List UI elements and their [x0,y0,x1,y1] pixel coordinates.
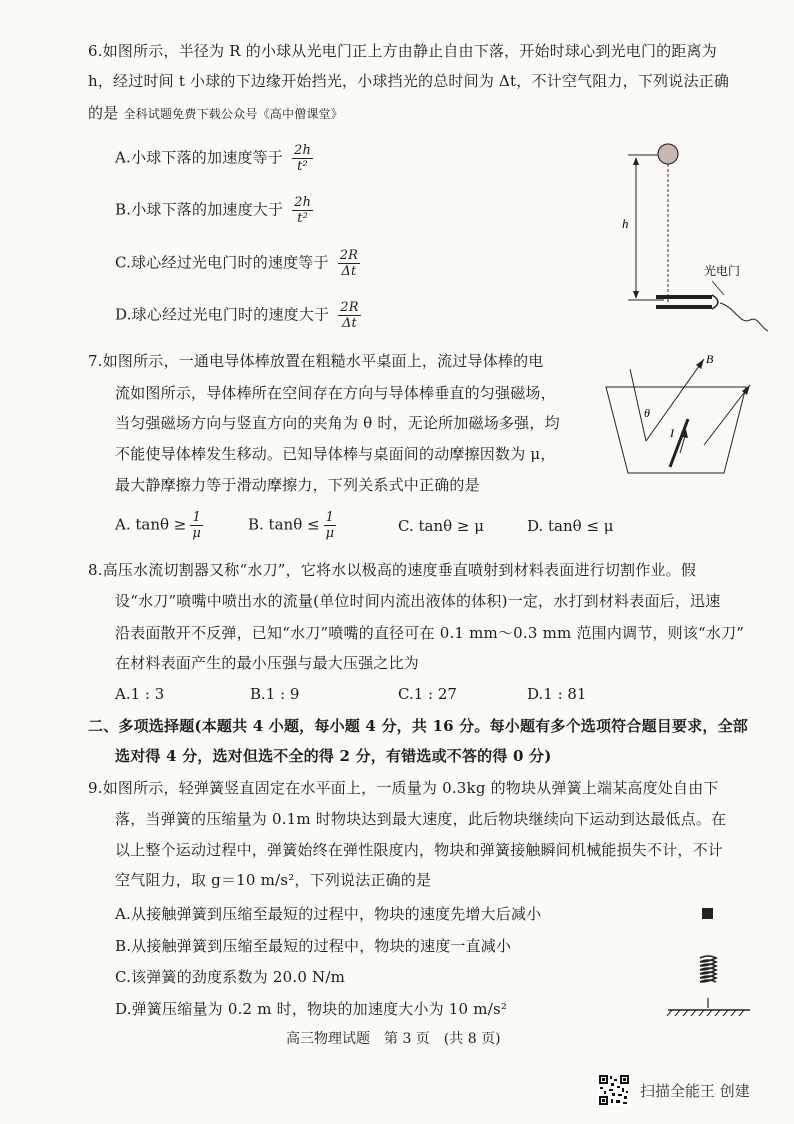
q7-option-b [248,510,336,541]
q7-options-row [115,510,755,540]
ball-icon [658,144,678,164]
q7-option-d: D. tanθ ≤ μ [527,517,614,535]
q7-field-line-b [646,359,704,441]
arrow-down-icon [633,291,639,299]
q6-option-d-text: D.球心经过光电门时的速度大于 [115,305,330,324]
q6-option-d-fraction [338,300,360,331]
q6-option-b [115,195,313,226]
q7-option-c: C. tanθ ≥ μ [398,517,484,535]
q9-option-c: C.该弹簧的劲度系数为 20.0 N/m [115,968,346,986]
q9-stem-line2: 落，当弹簧的压缩量为 0.1m 时物块达到最大速度，此后物块继续向下运动到达最低点。在 [115,810,727,828]
q9-option-b: B.从接触弹簧到压缩至最短的过程中，物块的速度一直减小 [115,937,512,955]
q6-option-d [115,300,361,331]
q8-option-c: C.1 : 27 [398,685,457,703]
q6-option-c-den: Δt [341,264,357,279]
q6-gate-body [712,295,718,309]
q6-download-note: 全科试题免费下载公众号《高中僧课堂》 [123,107,343,121]
q7-stem-line4: 不能使导体棒发生移动。已知导体棒与桌面间的动摩擦因数为 μ， [115,445,556,463]
q7-vertical-ref-line [630,369,646,441]
q6-gate-cable [720,303,768,331]
q9-spring-figure [660,900,760,1020]
q6-gate-upper-arm [656,295,712,299]
q7-current-label: I [670,426,674,440]
arrow-up-icon [633,157,639,165]
q8-option-d: D.1 : 81 [527,685,587,703]
q7-option-a-fraction [190,510,202,541]
q8-stem-line4: 在材料表面产生的最小压强与最大压强之比为 [115,654,420,672]
q6-gate-leader-line [712,281,724,295]
q8-stem-line1: 8.高压水流切割器又称“水刀”，它将水以极高的速度垂直喷射到材料表面进行切割作业。假 [88,561,697,579]
q6-option-c-text: C.球心经过光电门时的速度等于 [115,253,329,272]
q9-option-a: A.从接触弹簧到压缩至最短的过程中，物块的速度先增大后减小 [115,905,542,923]
q7-option-b-den: μ [325,526,335,541]
q9-ground-hatching [667,1010,744,1016]
q7-stem-line2: 流如图所示，导体棒所在空间存在方向与导体棒垂直的匀强磁场， [115,384,556,402]
q7-b-label: B [706,352,714,366]
q7-option-a [115,510,203,541]
q6-option-a-fraction [292,143,313,174]
q6-option-c-num: 2R [339,248,359,263]
q6-h-label: h [622,216,629,231]
q7-option-a-num: 1 [190,510,202,526]
q6-option-a-text: A.小球下落的加速度等于 [115,148,284,167]
q8-stem-line3: 沿表面散开不反弹，已知“水刀”喷嘴的直径可在 0.1 mm～0.3 mm 范围内调节，则该“水刀” [115,624,745,642]
q6-stem-line1: 6.如图所示，半径为 R 的小球从光电门正上方由静止自由下落，开始时球心到光电门的距离为 [88,42,717,60]
page-footer: 高三物理试题 第 3 页 (共 8 页) [286,1031,501,1047]
q7-magnetic-field-figure [600,345,750,480]
q6-gate-lower-arm [656,305,712,309]
q8-option-a: A.1 : 3 [115,685,165,703]
q6-photogate-label: 光电门 [704,264,741,278]
q6-stem-line3 [88,103,343,124]
q7-theta-label: θ [644,406,650,420]
q7-option-a-den: μ [192,526,201,541]
arrow-icon [696,359,704,369]
q7-option-b-text: B. tanθ ≤ [248,515,320,534]
q7-table-surface [606,387,746,473]
q7-stem-line5: 最大静摩擦力等于滑动摩擦力，下列关系式中正确的是 [115,476,480,494]
q6-option-d-num: 2R [340,300,359,315]
q6-stem-line3-text: 的是 [88,104,119,122]
q6-option-b-fraction [292,195,313,226]
q6-option-b-num: 2h [294,195,312,210]
q7-option-b-fraction [324,510,336,541]
q6-option-c [115,248,360,279]
q7-stem-line3: 当匀强磁场方向与竖直方向的夹角为 θ 时，无论所加磁场多强，均 [115,414,560,432]
q9-option-d: D.弹簧压缩量为 0.2 m 时，物块的加速度大小为 10 m/s² [115,1000,508,1018]
section2-heading-line2: 选对得 4 分，选对但选不全的得 2 分，有错选或不答的得 0 分) [115,747,552,765]
section2-heading-line1: 二、多项选择题(本题共 4 小题，每小题 4 分，共 16 分。每小题有多个选项符合题目要求，全部 [88,717,748,735]
q8-option-b: B.1 : 9 [250,685,300,703]
q6-stem-line2: h，经过时间 t 小球的下边缘开始挡光，小球挡光的总时间为 Δt，不计空气阻力，下列说法正确 [88,72,730,90]
q6-option-a-den: t² [297,159,308,174]
q8-options-row [115,684,755,706]
qr-code-icon [598,1074,630,1106]
q7-option-b-num: 1 [324,510,336,526]
q7-field-line-2 [704,385,750,445]
q6-photogate-figure [600,135,770,335]
q6-option-a [115,143,313,174]
q9-stem-line4: 空气阻力，取 g＝10 m/s²，下列说法正确的是 [115,871,432,889]
q6-option-a-num: 2h [293,143,312,158]
q7-option-a-text: A. tanθ ≥ [115,515,187,534]
block-icon [702,908,713,919]
q6-option-b-text: B.小球下落的加速度大于 [115,200,284,219]
q6-option-b-den: t² [297,211,309,226]
q7-stem-line1: 7.如图所示，一通电导体棒放置在粗糙水平桌面上，流过导体棒的电 [88,352,544,370]
q8-stem-line2: 设“水刀”喷嘴中喷出水的流量(单位时间内流出液体的体积)一定，水打到材料表面后，迅速 [115,592,721,610]
scanner-watermark-text: 扫描全能王 创建 [640,1082,750,1100]
q9-stem-line1: 9.如图所示，轻弹簧竖直固定在水平面上，一质量为 0.3kg 的物块从弹簧上端某高度处自由下 [88,779,719,797]
q6-option-c-fraction [338,248,360,279]
q6-option-d-den: Δt [341,316,357,331]
spring-icon [700,956,716,982]
q9-stem-line3: 以上整个运动过程中，弹簧始终在弹性限度内，物块和弹簧接触瞬间机械能损失不计，不计 [115,841,724,859]
